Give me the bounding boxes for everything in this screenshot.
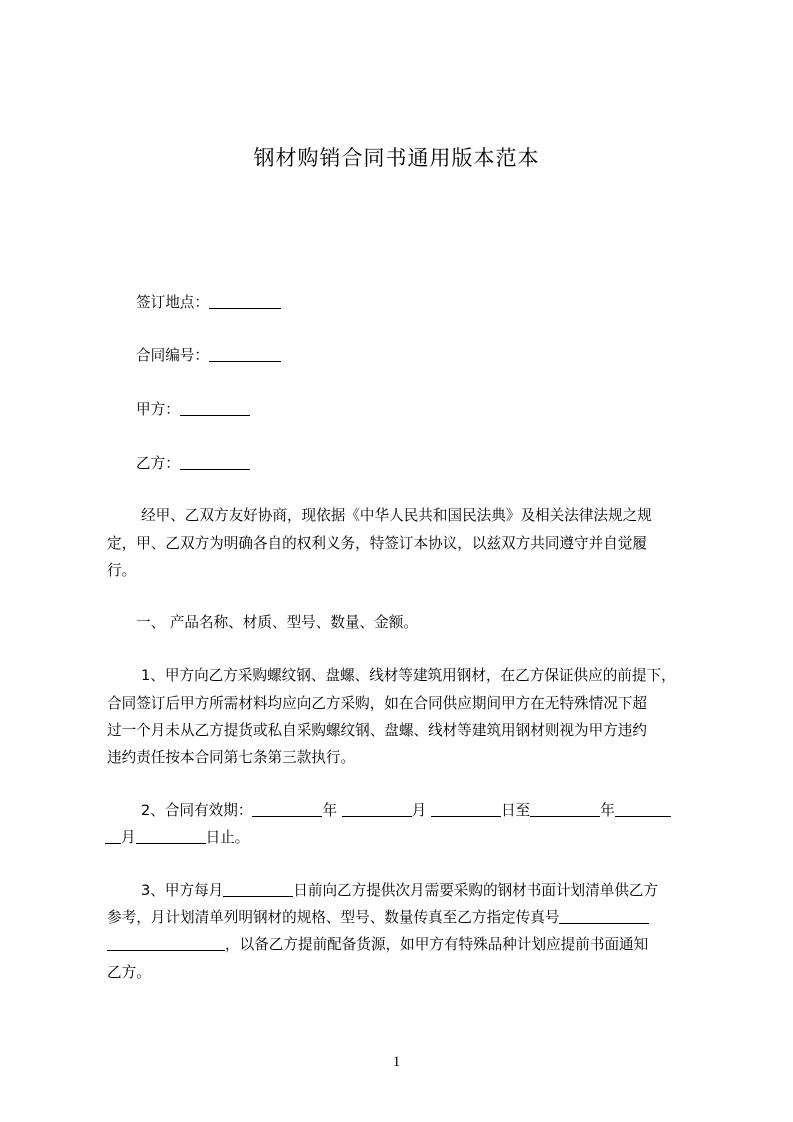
- end-year-label: 年: [600, 802, 615, 819]
- party-b-blank: [180, 455, 250, 470]
- clause-3-line-4: 乙方。: [107, 964, 151, 981]
- party-a-field: [136, 398, 250, 419]
- document-title: 钢材购销合同书通用版本范本: [253, 146, 540, 170]
- intro-line-1: 经甲、乙双方友好协商，现依据《中华人民共和国民法典》及相关法律法规之规: [141, 507, 652, 524]
- clause-1-line-3: 过一个月未从乙方提货或私自采购螺纹钢、盘螺、线材等建筑用钢材则视为甲方违约: [107, 722, 647, 739]
- end-month-blank-a: [615, 802, 671, 817]
- party-a-label: 甲方：: [136, 401, 180, 418]
- contract-number-label: 合同编号：: [136, 347, 209, 364]
- plan-day-blank: [223, 882, 293, 897]
- fax-number-blank-a: [559, 909, 649, 924]
- clause-3-line-2: [107, 906, 649, 927]
- contract-number-blank: [209, 347, 281, 362]
- start-day-blank: [431, 802, 501, 817]
- end-day-label: 日止。: [205, 829, 250, 846]
- start-year-label: 年: [322, 802, 338, 819]
- end-year-blank: [530, 802, 600, 817]
- start-day-label: 日至: [500, 802, 531, 819]
- page-number: 1: [392, 1054, 401, 1070]
- section-1-heading: 一、 产品名称、材质、型号、数量、金额。: [136, 614, 418, 631]
- clause-3-line-3: [107, 933, 648, 954]
- signing-place-field: [136, 291, 281, 312]
- clause-1-line-2: 合同签订后甲方所需材料均应向乙方采购，如在合同供应期间甲方在无特殊情况下超: [107, 695, 647, 712]
- fax-number-blank-b: [107, 936, 225, 951]
- clause-2-prefix: 2、合同有效期：: [141, 802, 253, 819]
- clause-1-line-1: 1、甲方向乙方采购螺纹钢、盘螺、线材等建筑用钢材，在乙方保证供应的前提下，: [141, 667, 676, 684]
- clause-3-line-1-rest: 日前向乙方提供次月需要采购的钢材书面计划清单供乙方: [293, 882, 659, 899]
- intro-line-3: 行。: [107, 562, 137, 579]
- start-month-label: 月: [411, 802, 427, 819]
- party-b-field: [136, 452, 250, 473]
- end-day-blank: [136, 829, 206, 844]
- signing-place-blank: [209, 294, 281, 309]
- party-b-label: 乙方：: [136, 455, 180, 472]
- clause-3-prefix: 3、甲方每月: [141, 882, 224, 899]
- signing-place-label: 签订地点：: [136, 294, 209, 311]
- clause-3-line-2-text: 参考，月计划清单列明钢材的规格、型号、数量传真至乙方指定传真号: [107, 909, 560, 926]
- clause-1-line-4: 违约责任按本合同第七条第三款执行。: [107, 749, 356, 766]
- clause-2-line-1: [141, 799, 671, 820]
- clause-3-line-3-rest: ，以备乙方提前配备货源，如甲方有特殊品种计划应提前书面通知: [225, 936, 649, 953]
- start-year-blank: [252, 802, 322, 817]
- party-a-blank: [180, 401, 250, 416]
- contract-number-field: [136, 344, 281, 365]
- start-month-blank: [342, 802, 412, 817]
- end-month-label: 月: [121, 829, 136, 846]
- intro-line-2: 定，甲、乙双方为明确各自的权利义务，特签订本协议，以兹双方共同遵守并自觉履: [107, 535, 647, 552]
- clause-3-line-1: [141, 879, 658, 900]
- end-month-blank-b: [105, 829, 121, 844]
- clause-2-line-2: [105, 826, 249, 847]
